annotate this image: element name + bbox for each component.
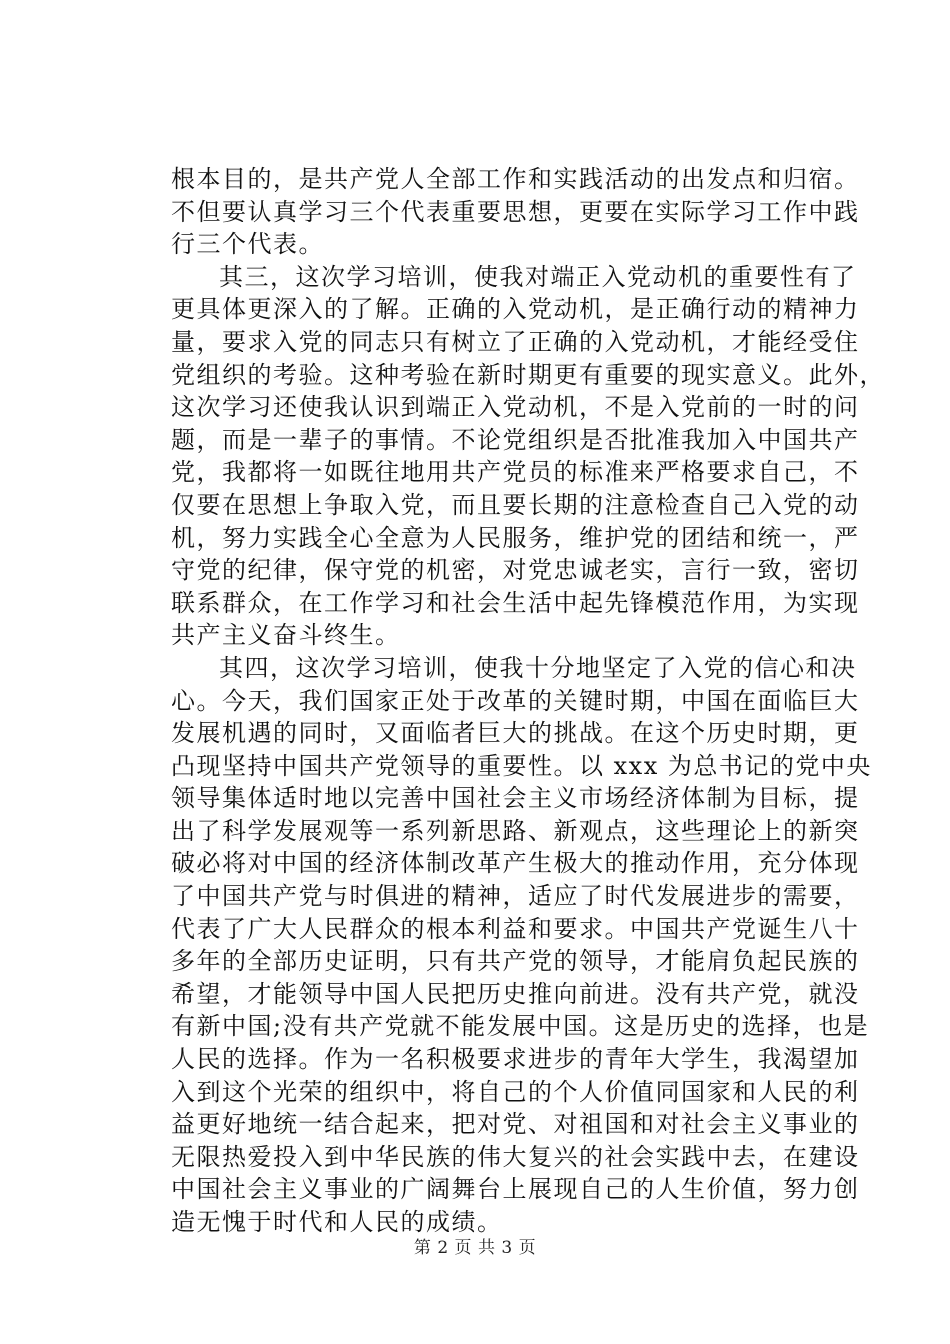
text-line: 人民的选择。作为一名积极要求进步的青年大学生，我渴望加 [171,1045,860,1074]
text-line: 了中国共产党与时俱进的精神，适应了时代发展进步的需要， [171,882,860,911]
text-line: 代表了广大人民群众的根本利益和要求。中国共产党诞生八十 [171,914,860,943]
text-line: 仅要在思想上争取入党，而且要长期的注意检查自己入党的动 [171,490,860,519]
text-line: 入到这个光荣的组织中，将自己的个人价值同国家和人民的利 [171,1077,860,1106]
text-line: 这次学习还使我认识到端正入党动机，不是入党前的一时的问 [171,393,860,422]
text-line: 党组织的考验。这种考验在新时期更有重要的现实意义。此外， [171,360,885,389]
text-line: 有新中国;没有共产党就不能发展中国。这是历史的选择，也是 [171,1012,870,1041]
text-line: 多年的全部历史证明，只有共产党的领导，才能肩负起民族的 [171,947,860,976]
text-line: 不但要认真学习三个代表重要思想，更要在实际学习工作中践 [171,197,860,226]
text-line: 出了科学发展观等一系列新思路、新观点，这些理论上的新突 [171,816,860,845]
text-line: 党，我都将一如既往地用共产党员的标准来严格要求自己，不 [171,458,860,487]
paragraph-start-line: 其四，这次学习培训，使我十分地坚定了入党的信心和决 [219,653,857,682]
text-line: 根本目的，是共产党人全部工作和实践活动的出发点和归宿。 [171,165,860,193]
text-line: 心。今天，我们国家正处于改革的关键时期，中国在面临巨大 [171,686,860,715]
text-line: 造无愧于时代和人民的成绩。 [171,1208,503,1236]
text-line: 无限热爱投入到中华民族的伟大复兴的社会实践中去，在建设 [171,1142,860,1171]
text-line: 共产主义奋斗终生。 [171,621,401,650]
document-body [171,163,885,1239]
text-line: 联系群众，在工作学习和社会生活中起先锋模范作用，为实现 [171,588,860,617]
text-line: 机，努力实践全心全意为人民服务，维护党的团结和统一，严 [171,523,860,552]
text-line: 凸现坚持中国共产党领导的重要性。以 xxx 为总书记的党中央 [171,751,872,780]
text-line: 破必将对中国的经济体制改革产生极大的推动作用，充分体现 [171,849,860,878]
page-number-footer: 第 2 页 共 3 页 [413,1238,537,1258]
text-line: 希望，才能领导中国人民把历史推向前进。没有共产党，就没 [171,979,860,1008]
text-line: 题，而是一辈子的事情。不论党组织是否批准我加入中国共产 [171,425,860,454]
text-line: 发展机遇的同时，又面临者巨大的挑战。在这个历史时期，更 [171,719,860,748]
text-line: 量，要求入党的同志只有树立了正确的入党动机，才能经受住 [171,327,860,356]
text-line: 守党的纪律，保守党的机密，对党忠诚老实，言行一致，密切 [171,556,860,585]
text-line: 益更好地统一结合起来，把对党、对祖国和对社会主义事业的 [171,1110,860,1139]
paragraph-start-line: 其三，这次学习培训，使我对端正入党动机的重要性有了 [219,262,857,291]
text-line: 领导集体适时地以完善中国社会主义市场经济体制为目标，提 [171,784,860,813]
text-line: 行三个代表。 [171,230,324,259]
text-line: 更具体更深入的了解。正确的入党动机，是正确行动的精神力 [171,295,860,324]
text-line: 中国社会主义事业的广阔舞台上展现自己的人生价值，努力创 [171,1175,860,1204]
